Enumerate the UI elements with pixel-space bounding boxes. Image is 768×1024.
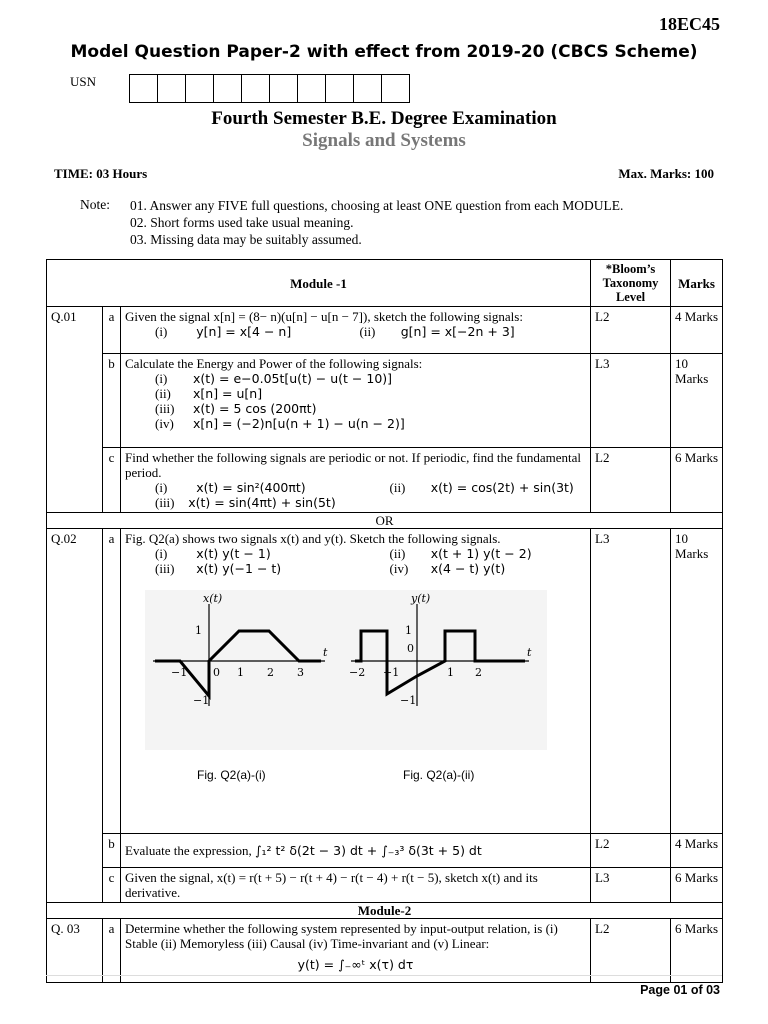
q1c-i-expr: x(t) = sin²(400πt)	[196, 480, 306, 495]
q2a-iii-expr: x(t) y(−1 − t)	[196, 561, 282, 576]
q2a-i-expr: x(t) y(t − 1)	[196, 546, 271, 561]
paper-title: Model Question Paper-2 with effect from 2019-20 (CBCS Scheme)	[70, 42, 698, 62]
item-label: (i)	[155, 546, 168, 561]
question-number: Q.02	[47, 529, 103, 903]
usn-box	[297, 74, 326, 103]
q1b-text: Calculate the Energy and Power of the following signals:	[125, 356, 423, 371]
item-label: (ii)	[389, 480, 406, 495]
blooms-level: L2	[591, 307, 671, 354]
tick-label: −2	[349, 666, 366, 679]
q1c-text: Find whether the following signals are periodic or not. If periodic, find the fundamental period.	[125, 450, 581, 480]
exam-time: TIME: 03 Hours	[54, 166, 148, 181]
tick-label: 1	[405, 624, 412, 637]
q1a-i-expr: y[n] = x[4 − n]	[196, 324, 292, 339]
usn-box	[353, 74, 382, 103]
item-label: (ii)	[389, 546, 406, 561]
usn-box	[185, 74, 214, 103]
question-text	[121, 354, 591, 448]
marks-value: 6 Marks	[671, 868, 723, 903]
q1c-iii-expr: x(t) = sin(4πt) + sin(5t)	[188, 495, 336, 510]
note-lines	[130, 197, 623, 248]
question-text	[121, 448, 591, 513]
usn-box	[213, 74, 242, 103]
q1a-ii-expr: g[n] = x[−2n + 3]	[400, 324, 515, 339]
question-text	[121, 834, 591, 868]
tick-label: −1	[400, 694, 417, 707]
q1b-expr: x(t) = e−0.05t[u(t) − u(t − 10)]	[193, 371, 393, 386]
exam-title: Fourth Semester B.E. Degree Examination	[211, 108, 557, 129]
note-line: 01. Answer any FIVE full questions, choosing at least ONE question from each MODULE.	[130, 198, 624, 213]
blooms-level: L2	[591, 919, 671, 983]
usn-label: USN	[70, 74, 97, 89]
marks-value: 4 Marks	[671, 834, 723, 868]
q2a-text: Fig. Q2(a) shows two signals x(t) and y(t). Sketch the following signals.	[125, 531, 501, 546]
q2b-expr: ∫₁² t² δ(2t − 3) dt + ∫₋₃³ δ(3t + 5) dt	[254, 843, 482, 858]
usn-box	[269, 74, 298, 103]
x-axis-label: x(t)	[203, 592, 223, 605]
fig1-caption: Fig. Q2(a)-(i)	[197, 768, 266, 782]
module-1-header: Module -1	[47, 260, 591, 307]
marks-value: 6 Marks	[671, 448, 723, 513]
tick-label: 0	[407, 642, 414, 655]
part-label: c	[103, 448, 121, 513]
tick-label: −1	[193, 694, 210, 707]
item-label: (iv)	[155, 416, 174, 431]
question-text: Given the signal, x(t) = r(t + 5) − r(t + 4) − r(t − 4) + r(t − 5), sketch x(t) and its derivative.	[121, 868, 591, 903]
item-label: (ii)	[155, 386, 171, 401]
item-label: (i)	[155, 371, 168, 386]
question-text	[121, 307, 591, 354]
tick-label: 2	[267, 666, 274, 679]
blooms-level: L2	[591, 834, 671, 868]
tick-label: 1	[195, 624, 202, 637]
part-label: c	[103, 868, 121, 903]
usn-boxes	[130, 74, 410, 103]
usn-box	[241, 74, 270, 103]
tick-label: −1	[171, 666, 188, 679]
usn-box	[157, 74, 186, 103]
item-label: (iii)	[155, 495, 175, 510]
subject-title: Signals and Systems	[302, 130, 466, 151]
subject-code: 18EC45	[658, 14, 720, 34]
question-number: Q.01	[47, 307, 103, 513]
y-axis-label: y(t)	[411, 592, 431, 605]
note-line: 03. Missing data may be suitably assumed.	[130, 232, 362, 247]
q2b-text: Evaluate the expression,	[125, 843, 252, 858]
t-label: t	[527, 646, 532, 659]
marks-header: Marks	[671, 260, 723, 307]
q1a-text: Given the signal x[n] = (8− n)(u[n] − u[n − 7]), sketch the following signals:	[125, 309, 523, 324]
question-table	[46, 259, 723, 983]
item-label: (i)	[155, 480, 168, 495]
tick-label: 2	[475, 666, 482, 679]
marks-value: 4 Marks	[671, 307, 723, 354]
part-label: b	[103, 354, 121, 448]
part-label: a	[103, 529, 121, 834]
module-2-header: Module-2	[47, 903, 723, 919]
q3a-expr: y(t) = ∫₋∞ᵗ x(τ) dτ	[297, 957, 414, 972]
note-label: Note:	[80, 197, 110, 212]
usn-box	[325, 74, 354, 103]
tick-label: 3	[297, 666, 304, 679]
item-label: (i)	[155, 324, 168, 339]
marks-value: 10 Marks	[671, 529, 723, 834]
part-label: a	[103, 919, 121, 983]
marks-value: 6 Marks	[671, 919, 723, 983]
q3a-text: Determine whether the following system represented by input-output relation, is (i) Stable (ii) Memoryless (iii) Causal (iv) Time-invariant and (v) Linear:	[125, 921, 558, 951]
q2a-ii-expr: x(t + 1) y(t − 2)	[430, 546, 532, 561]
or-separator: OR	[47, 513, 723, 529]
max-marks: Max. Marks: 100	[618, 166, 714, 181]
marks-value: 10 Marks	[671, 354, 723, 448]
tick-label: 0	[213, 666, 220, 679]
usn-box	[129, 74, 158, 103]
question-number: Q. 03	[47, 919, 103, 983]
item-label: (ii)	[359, 324, 376, 339]
item-label: (iii)	[155, 561, 175, 576]
figure-background	[145, 590, 547, 750]
question-text	[121, 919, 591, 983]
tick-label: 1	[237, 666, 244, 679]
blooms-header: *Bloom’s Taxonomy Level	[591, 260, 671, 307]
blooms-level: L2	[591, 448, 671, 513]
t-label: t	[323, 646, 328, 659]
q1c-ii-expr: x(t) = cos(2t) + sin(3t)	[430, 480, 574, 495]
tick-label: −1	[383, 666, 400, 679]
q2a-iv-expr: x(4 − t) y(t)	[430, 561, 506, 576]
fig2-caption: Fig. Q2(a)-(ii)	[403, 768, 475, 782]
part-label: a	[103, 307, 121, 354]
q1b-expr: x(t) = 5 cos (200πt)	[193, 401, 317, 416]
q1b-expr: x[n] = u[n]	[193, 386, 263, 401]
item-label: (iii)	[155, 401, 175, 416]
blooms-level: L3	[591, 354, 671, 448]
blooms-level: L3	[591, 529, 671, 834]
question-text	[121, 529, 591, 834]
page-number: Page 01 of 03	[640, 983, 720, 997]
signal-plots	[125, 576, 595, 791]
item-label: (iv)	[389, 561, 409, 576]
blooms-level: L3	[591, 868, 671, 903]
footer-divider	[46, 975, 722, 976]
tick-label: 1	[447, 666, 454, 679]
note-line: 02. Short forms used take usual meaning.	[130, 215, 354, 230]
usn-box	[381, 74, 410, 103]
figure-q2a	[125, 576, 586, 831]
q1b-expr: x[n] = (−2)n[u(n + 1) − u(n − 2)]	[193, 416, 405, 431]
part-label: b	[103, 834, 121, 868]
